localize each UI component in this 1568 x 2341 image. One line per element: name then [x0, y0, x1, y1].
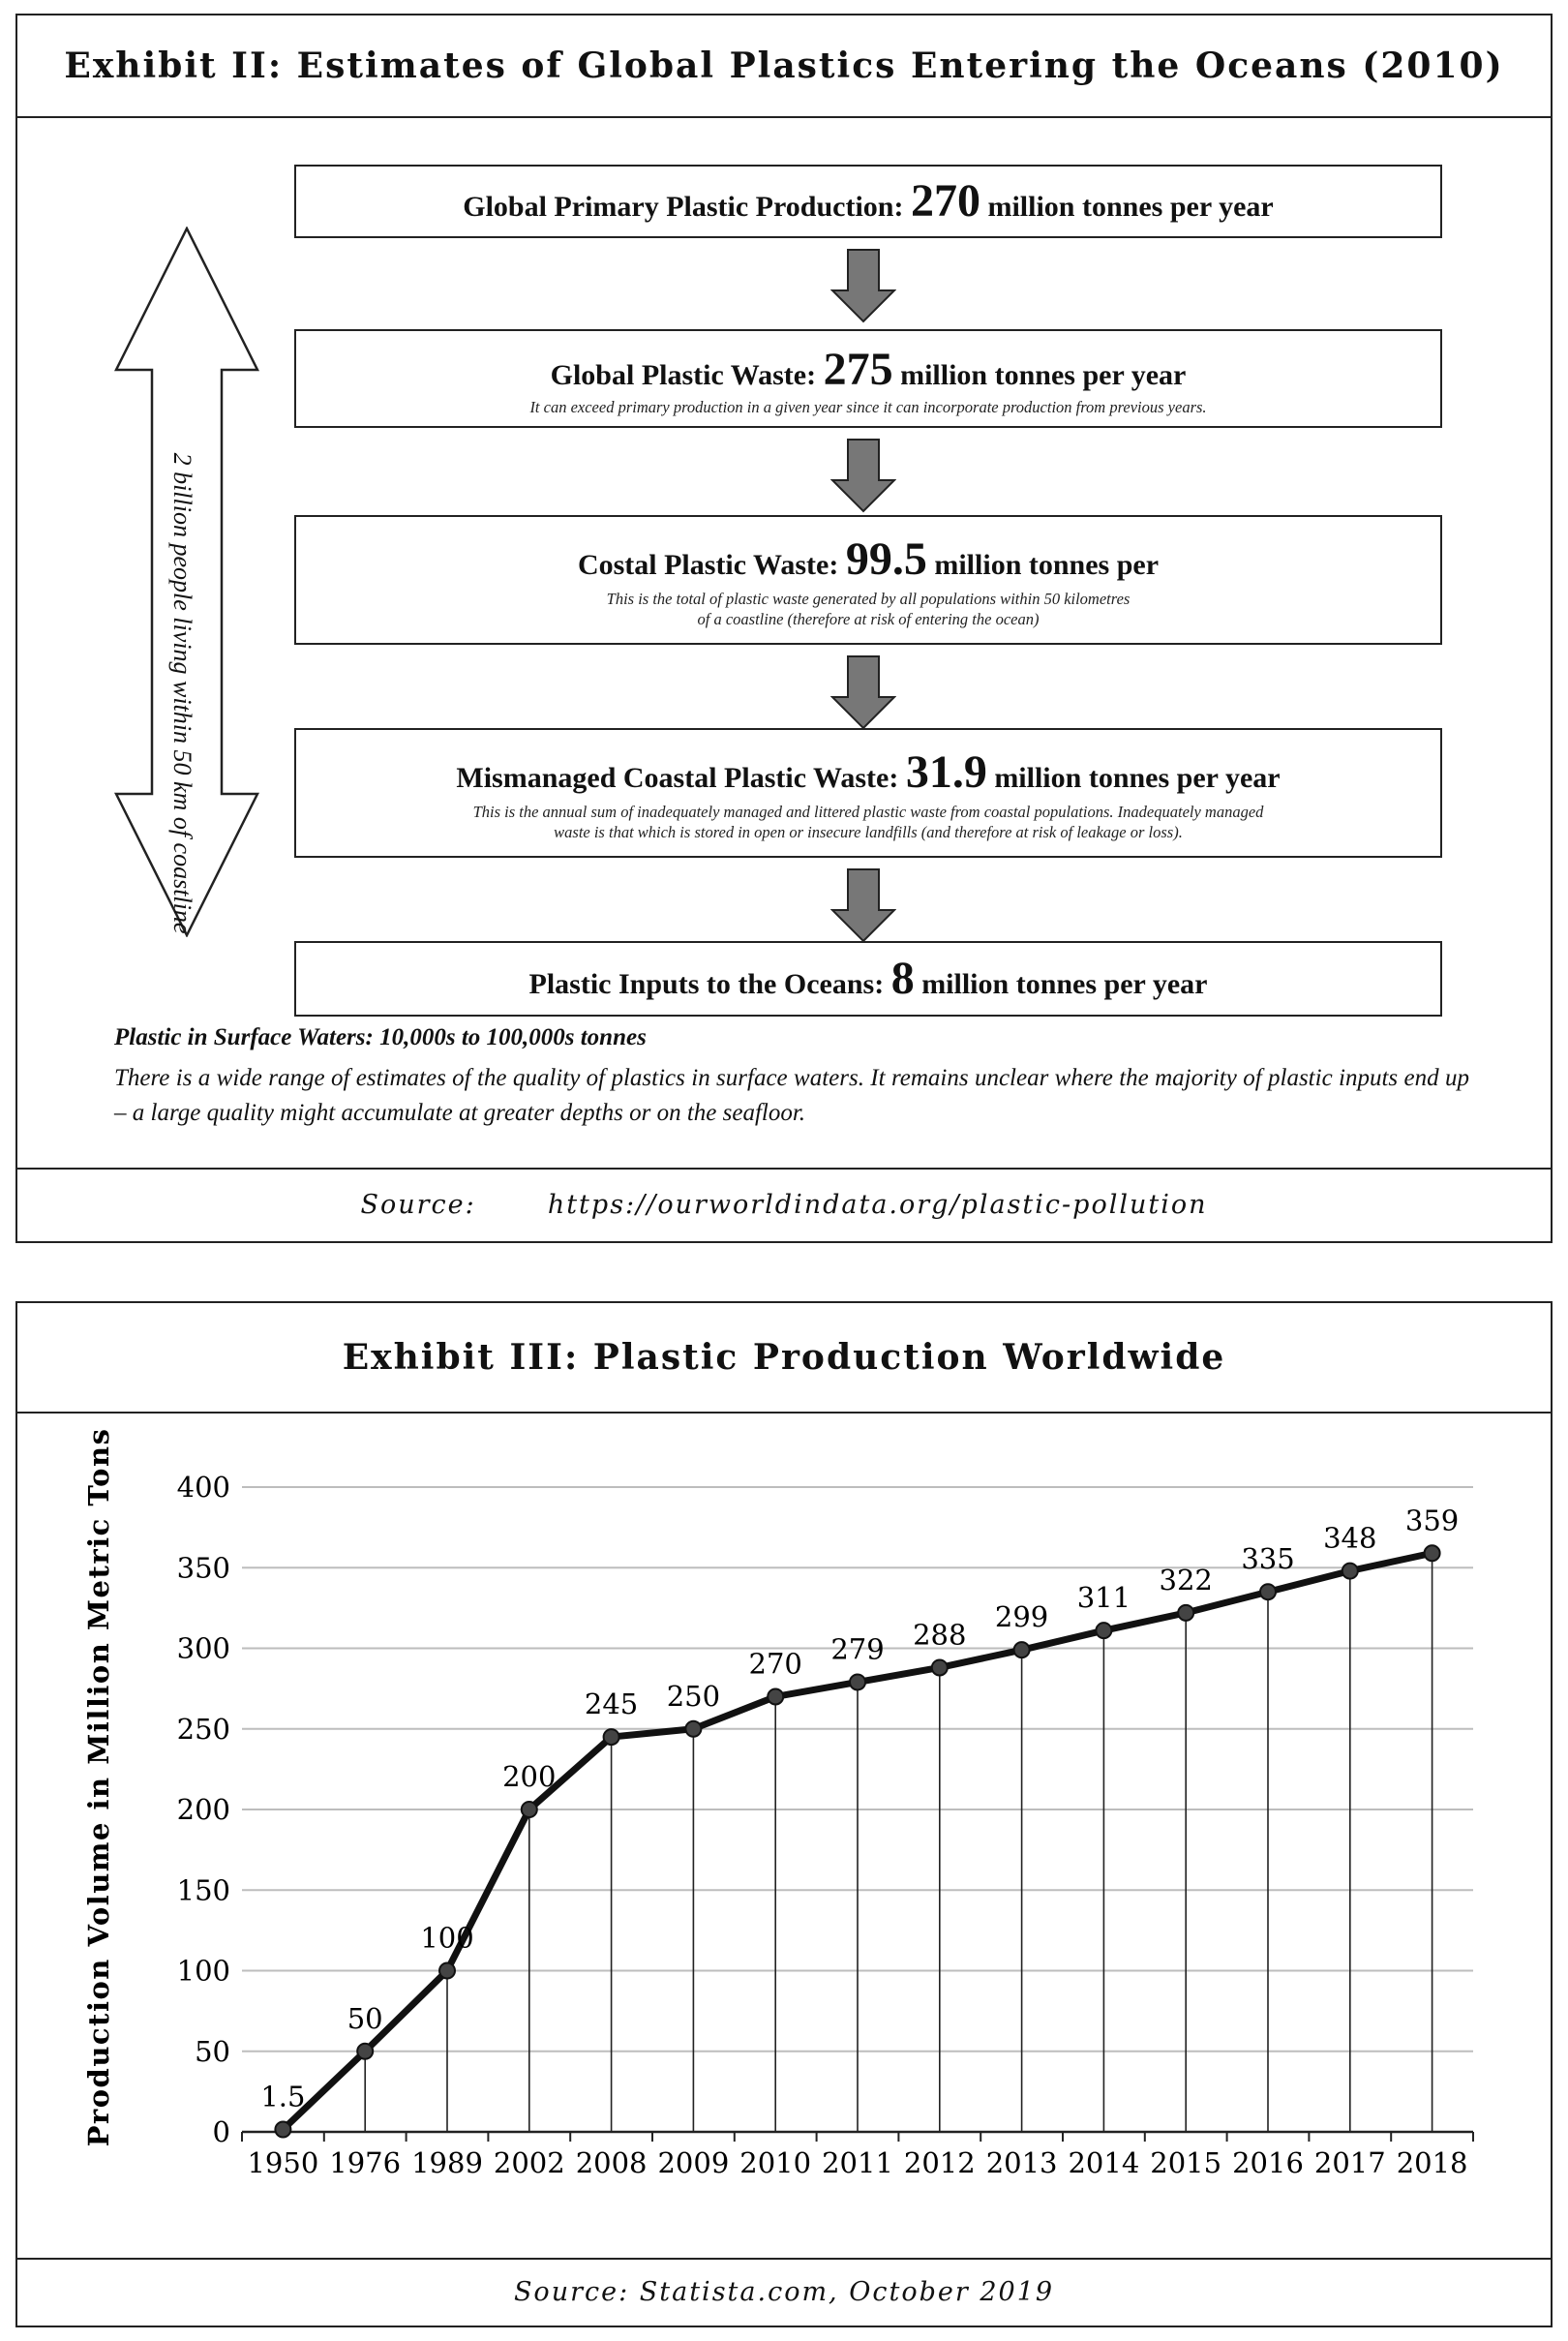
down-arrow-icon — [830, 438, 896, 513]
flow-box-unit: million tonnes per year — [987, 191, 1274, 223]
data-point — [1178, 1605, 1193, 1621]
flow-box-unit: million tonnes per year — [921, 968, 1208, 1000]
x-tick-label: 1950 — [247, 2146, 319, 2179]
x-tick-label: 2012 — [903, 2146, 976, 2179]
x-tick-label: 1989 — [411, 2146, 483, 2179]
y-tick-label: 250 — [176, 1712, 230, 1746]
flow-box-unit: million tonnes per — [934, 549, 1160, 581]
data-label: 348 — [1323, 1521, 1377, 1555]
data-point — [932, 1659, 948, 1675]
data-label: 288 — [913, 1618, 967, 1652]
data-point — [522, 1802, 537, 1817]
data-label: 1.5 — [260, 2080, 306, 2113]
data-label: 322 — [1159, 1563, 1213, 1596]
x-tick-label: 2008 — [575, 2146, 648, 2179]
flow-box-unit: million tonnes per year — [900, 359, 1187, 391]
y-tick-label: 100 — [176, 1954, 230, 1988]
flow-box-value: 275 — [823, 344, 893, 395]
y-tick-label: 350 — [176, 1551, 230, 1585]
flow-box-mismanaged-waste — [294, 728, 1442, 858]
y-tick-label: 150 — [176, 1873, 230, 1907]
surface-waters-body: There is a wide range of estimates of the quality of plastics in surface waters. It remains unclear where the majority of plastic inputs end up – a large quality might accumulate at greater depths or on the seafloor. — [114, 1065, 1469, 1126]
flow-box-ocean-inputs — [294, 941, 1442, 1017]
data-label: 250 — [666, 1679, 721, 1713]
flow-box-value: 270 — [910, 175, 980, 227]
data-label: 359 — [1404, 1504, 1460, 1537]
y-tick-label: 0 — [212, 2115, 230, 2148]
flow-box-value: 99.5 — [845, 533, 927, 585]
exhibit-2-panel — [15, 14, 1553, 1243]
data-label: 335 — [1241, 1542, 1295, 1576]
x-tick-label: 2011 — [822, 2146, 893, 2179]
data-point — [685, 1721, 701, 1737]
data-point — [1096, 1623, 1111, 1638]
x-tick-label: 1976 — [329, 2146, 402, 2179]
flow-box-label: Plastic Inputs to the Oceans: — [528, 968, 885, 1000]
surface-waters-title: Plastic in Surface Waters: 10,000s to 100,000s tonnes — [114, 1024, 647, 1050]
flow-box-note: This is the annual sum of inadequately managed and littered plastic waste from coastal populations. Inadequately managed waste is that which is stored in open or insecure landfills (and therefore at risk of leakage or loss). — [472, 803, 1264, 841]
exhibit-3-title: Exhibit III: Plastic Production Worldwide — [17, 1303, 1551, 1414]
flow-box-label: Mismanaged Coastal Plastic Waste: — [456, 762, 899, 794]
x-tick-label: 2014 — [1068, 2146, 1140, 2179]
data-label: 245 — [584, 1687, 639, 1721]
data-point — [357, 2044, 373, 2059]
flow-box-label: Global Plastic Waste: — [550, 359, 817, 391]
flow-box-value: 8 — [890, 953, 915, 1004]
x-tick-label: 2016 — [1232, 2146, 1304, 2179]
data-point — [604, 1729, 619, 1745]
data-point — [768, 1688, 783, 1704]
x-tick-label: 2018 — [1396, 2146, 1468, 2179]
x-tick-label: 2017 — [1313, 2146, 1386, 2179]
x-tick-label: 2015 — [1150, 2146, 1222, 2179]
data-label: 270 — [748, 1647, 802, 1681]
flow-box-label: Costal Plastic Waste: — [577, 549, 839, 581]
flow-box-value: 31.9 — [905, 746, 987, 798]
data-label: 279 — [830, 1632, 885, 1666]
data-point — [1342, 1564, 1358, 1579]
data-label: 100 — [420, 1921, 474, 1955]
x-tick-label: 2009 — [657, 2146, 730, 2179]
data-point — [275, 2122, 290, 2138]
flow-box-unit: million tonnes per year — [994, 762, 1281, 794]
flow-box-note: This is the total of plastic waste generated by all populations within 50 kilometres of a coastline (therefore at risk of entering the ocean) — [606, 590, 1131, 628]
exhibit-3-source: Source: Statista.com, October 2019 — [17, 2258, 1551, 2326]
y-axis-label: Production Volume in Million Metric Tons — [82, 1427, 115, 2147]
production-line-chart — [17, 1414, 1551, 2262]
side-arrow-label: 2 billion people living within 50 km of coastline — [168, 452, 196, 934]
y-tick-label: 200 — [176, 1793, 230, 1826]
exhibit-2-source: Source: https://ourworldindata.org/plastic-pollution — [17, 1168, 1551, 1241]
exhibit-3-panel — [15, 1301, 1553, 2327]
exhibit-2-title: Exhibit II: Estimates of Global Plastics Entering the Oceans (2010) — [17, 15, 1551, 118]
data-point — [1014, 1642, 1030, 1657]
x-tick-label: 2002 — [493, 2146, 565, 2179]
flow-box-label: Global Primary Plastic Production: — [463, 191, 904, 223]
data-label: 200 — [502, 1760, 557, 1793]
flow-box-coastal-waste — [294, 515, 1442, 645]
flow-box-plastic-waste — [294, 329, 1442, 428]
flow-box-primary-production — [294, 165, 1442, 238]
data-point — [1425, 1545, 1440, 1561]
flow-box-note: It can exceed primary production in a given year since it can incorporate production from previous years. — [529, 398, 1207, 416]
data-point — [850, 1674, 865, 1689]
down-arrow-icon — [830, 248, 896, 323]
data-point — [439, 1963, 455, 1979]
data-label: 299 — [994, 1600, 1049, 1634]
data-label: 50 — [347, 2001, 383, 2035]
y-tick-label: 50 — [195, 2034, 230, 2068]
y-tick-label: 400 — [176, 1471, 230, 1504]
down-arrow-icon — [830, 867, 896, 943]
x-tick-label: 2010 — [739, 2146, 812, 2179]
x-tick-label: 2013 — [985, 2146, 1058, 2179]
y-tick-label: 300 — [176, 1631, 230, 1665]
down-arrow-icon — [830, 654, 896, 730]
data-label: 311 — [1076, 1581, 1131, 1615]
data-point — [1260, 1584, 1276, 1599]
